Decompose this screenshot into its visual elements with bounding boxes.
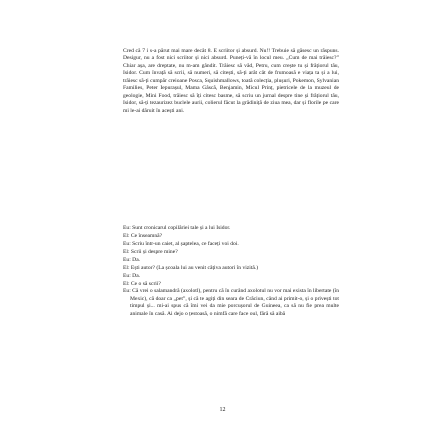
dialogue-line: El: Ce înseamnă? xyxy=(123,233,163,239)
dialogue-line: El: Scrii și despre mine? xyxy=(123,249,178,255)
dialogue-line: Eu: Că vrei o salamandră (axolotl), pentru că în curând axolotul nu vor mai exista în libertate (în Mexic), că doar ca „pet”, și că te agiți din seara de Crăciun, când ai primit-o, și o privești tot timpul și... mi-ai spus că îmi vei da mie porcușorul de Guineea, ca să nu fie prea multe animale în casă. Ai dejo o țestoasă, o nimfă care face oul, fără să aibă xyxy=(123,288,339,317)
dialogue-line: Eu: Sunt cronicarul copilăriei tale și a lui Isidor. xyxy=(123,225,231,231)
dialogue-line: Eu: Da. xyxy=(123,273,141,279)
body-paragraph: Cred că 7 i s-a părut mai mare decât 8. E scriitor și absurd. Nu!! Trebuie să găsesc un răspuns. Desigur, nu a fost nici scriitor și nici absurd. Puneți-vă în locul meu. „Cum de mai trăiesc?” Chiar așa, are dreptate, nu m-am gândit. Trăiesc să văd, Petru, cum crește tu și frățiorul tău, Isidor. Cum învață să scrii, să numeri, să citești, să-ți arăt cât de frumoasă e viața ta și a lui, trăiesc să-ți cumpăr creioane Posca, Squishmallows, toată colecția, plușuri, Pokemon, Sylvanian Families, Peter Iepurașul, Mama Gâscă, Benjamin, Micul Prinț, pietricele de la muzeul de geologie, Mini Food, trăiesc să îți citesc basme, să scriu un jurnal despre tine și frățiorul tău, Isidor, să-ți tezaurizez buclele aurii, colierul făcut la grădiniță de ziua mea, dar și florile pe care mi le-ai dăruit în acești ani. xyxy=(123,48,339,114)
dialogue-line: El: Ce o să scrii? xyxy=(123,281,161,287)
dialogue-list xyxy=(123,224,339,318)
dialogue-line: El: Ești autor? (La școala lui au venit câțiva autori în vizită.) xyxy=(123,265,259,271)
dialogue-line: Eu: Scriu într-un caiet, al șaptelea, ce faceți voi doi. xyxy=(123,241,239,247)
dialogue-line: Eu: Da. xyxy=(123,257,141,263)
page-number: 12 xyxy=(219,407,226,413)
